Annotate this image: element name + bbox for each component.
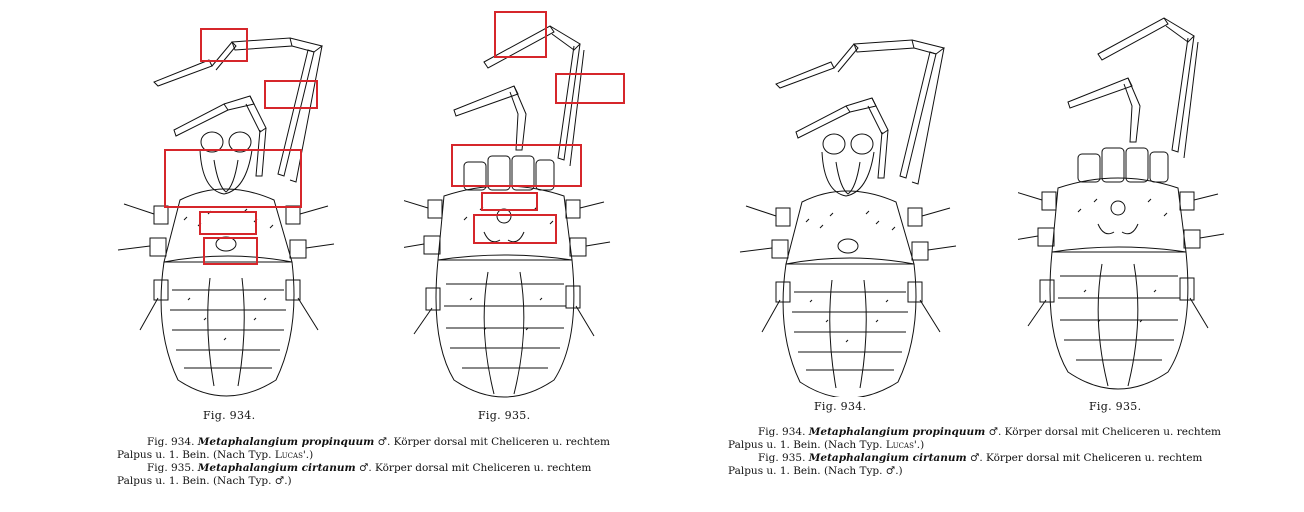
caption-text: '.): [302, 449, 314, 461]
caption-text: Palpus u. 1. Bein. (Nach Typ.: [728, 439, 886, 451]
caption-fig-ref: Fig. 934.: [758, 426, 806, 438]
caption-author: Lucas: [885, 439, 914, 451]
caption-text: Palpus u. 1. Bein. (Nach Typ.: [117, 449, 275, 461]
specimen-drawing-934: [736, 2, 966, 397]
caption-fig-ref: Fig. 935.: [147, 462, 195, 474]
clean-panel: [652, 0, 1304, 512]
caption-text: ♂. Körper dorsal mit Cheliceren u. rechtem: [969, 452, 1203, 464]
caption-text: ♂. Körper dorsal mit Cheliceren u. rechtem: [988, 426, 1221, 438]
figure-caption: [728, 426, 1221, 478]
figure-label-935: Fig. 935.: [1089, 400, 1142, 413]
caption-species-name: Metaphalangium propinquum: [197, 436, 375, 448]
caption-fig-ref: Fig. 934.: [147, 436, 195, 448]
highlight-box: [199, 211, 257, 235]
highlight-box: [203, 237, 258, 265]
caption-text: ♂. Körper dorsal mit Cheliceren u. rechtem: [377, 436, 610, 448]
highlight-box: [164, 149, 302, 208]
highlight-box: [451, 144, 582, 187]
caption-species-name: Metaphalangium propinquum: [808, 426, 986, 438]
highlight-box: [494, 11, 547, 58]
caption-text: '.): [913, 439, 925, 451]
specimen-drawing-935: [1018, 2, 1233, 392]
caption-species-name: Metaphalangium cirtanum: [197, 462, 356, 474]
caption-text: Palpus u. 1. Bein. (Nach Typ. ♂.): [117, 475, 292, 487]
caption-author: Lucas: [274, 449, 303, 461]
highlight-box: [264, 80, 318, 109]
caption-text: ♂. Körper dorsal mit Cheliceren u. rechtem: [358, 462, 592, 474]
figure-label-934: Fig. 934.: [814, 400, 867, 413]
caption-text: Palpus u. 1. Bein. (Nach Typ. ♂.): [728, 465, 903, 477]
figure-label-935: Fig. 935.: [478, 409, 531, 422]
highlight-box: [200, 28, 248, 62]
caption-fig-ref: Fig. 935.: [758, 452, 806, 464]
figure-label-934: Fig. 934.: [203, 409, 256, 422]
highlight-box: [481, 192, 538, 211]
figure-caption: [117, 436, 610, 488]
highlight-box: [555, 73, 625, 104]
caption-species-name: Metaphalangium cirtanum: [808, 452, 967, 464]
highlight-box: [473, 214, 557, 244]
